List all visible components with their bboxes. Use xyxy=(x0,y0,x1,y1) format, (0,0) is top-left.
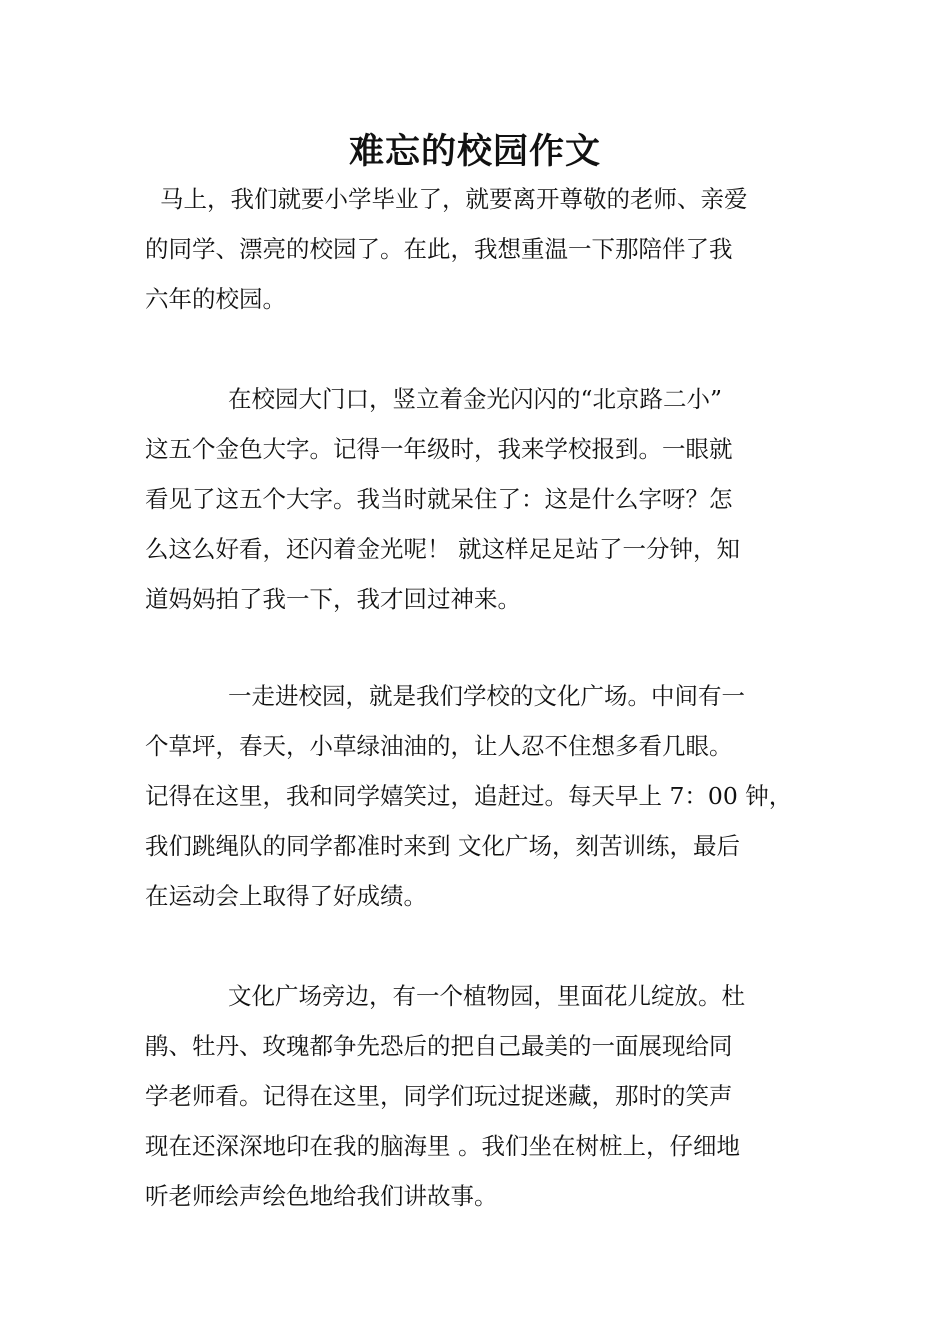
paragraph-2-line-3: 看见了这五个大字。我当时就呆住了：这是什么字呀？怎 xyxy=(145,485,733,513)
paragraph-4-line-1: 文化广场旁边，有一个植物园，里面花儿绽放。杜 xyxy=(228,982,745,1010)
paragraph-1-line-3: 六年的校园。 xyxy=(145,285,286,313)
document-title: 难忘的校园作文 xyxy=(348,132,601,172)
paragraph-4-line-4: 现在还深深地印在我的脑海里 。我们坐在树桩上，仔细地 xyxy=(145,1132,740,1160)
paragraph-3-line-2: 个草坪，春天，小草绿油油的，让人忍不住想多看几眼。 xyxy=(145,732,733,760)
paragraph-1-line-2: 的同学、漂亮的校园了。在此，我想重温一下那陪伴了我 xyxy=(145,235,733,263)
paragraph-4-line-5: 听老师绘声绘色地给我们讲故事。 xyxy=(145,1182,498,1210)
paragraph-2-line-2: 这五个金色大字。记得一年级时，我来学校报到。一眼就 xyxy=(145,435,733,463)
paragraph-4-line-2: 鹃、牡丹、玫瑰都争先恐后的把自己最美的一面展现给同 xyxy=(145,1032,733,1060)
paragraph-1-line-1: 马上，我们就要小学毕业了，就要离开尊敬的老师、亲爱 xyxy=(160,185,748,213)
paragraph-2-line-1: 在校园大门口，竖立着金光闪闪的“北京路二小” xyxy=(228,385,723,413)
paragraph-3-line-4: 我们跳绳队的同学都准时来到 文化广场，刻苦训练，最后 xyxy=(145,832,740,860)
paragraph-3-line-3: 记得在这里，我和同学嬉笑过，追赶过。每天早上 7：00 钟， xyxy=(145,782,793,810)
paragraph-3-line-1: 一走进校园，就是我们学校的文化广场。中间有一 xyxy=(228,682,745,710)
paragraph-4-line-3: 学老师看。记得在这里，同学们玩过捉迷藏，那时的笑声 xyxy=(145,1082,733,1110)
paragraph-2-line-4: 么这么好看，还闪着金光呢！ 就这样足足站了一分钟，知 xyxy=(145,535,740,563)
paragraph-3-line-5: 在运动会上取得了好成绩。 xyxy=(145,882,427,910)
paragraph-2-line-5: 道妈妈拍了我一下，我才回过神来。 xyxy=(145,585,521,613)
